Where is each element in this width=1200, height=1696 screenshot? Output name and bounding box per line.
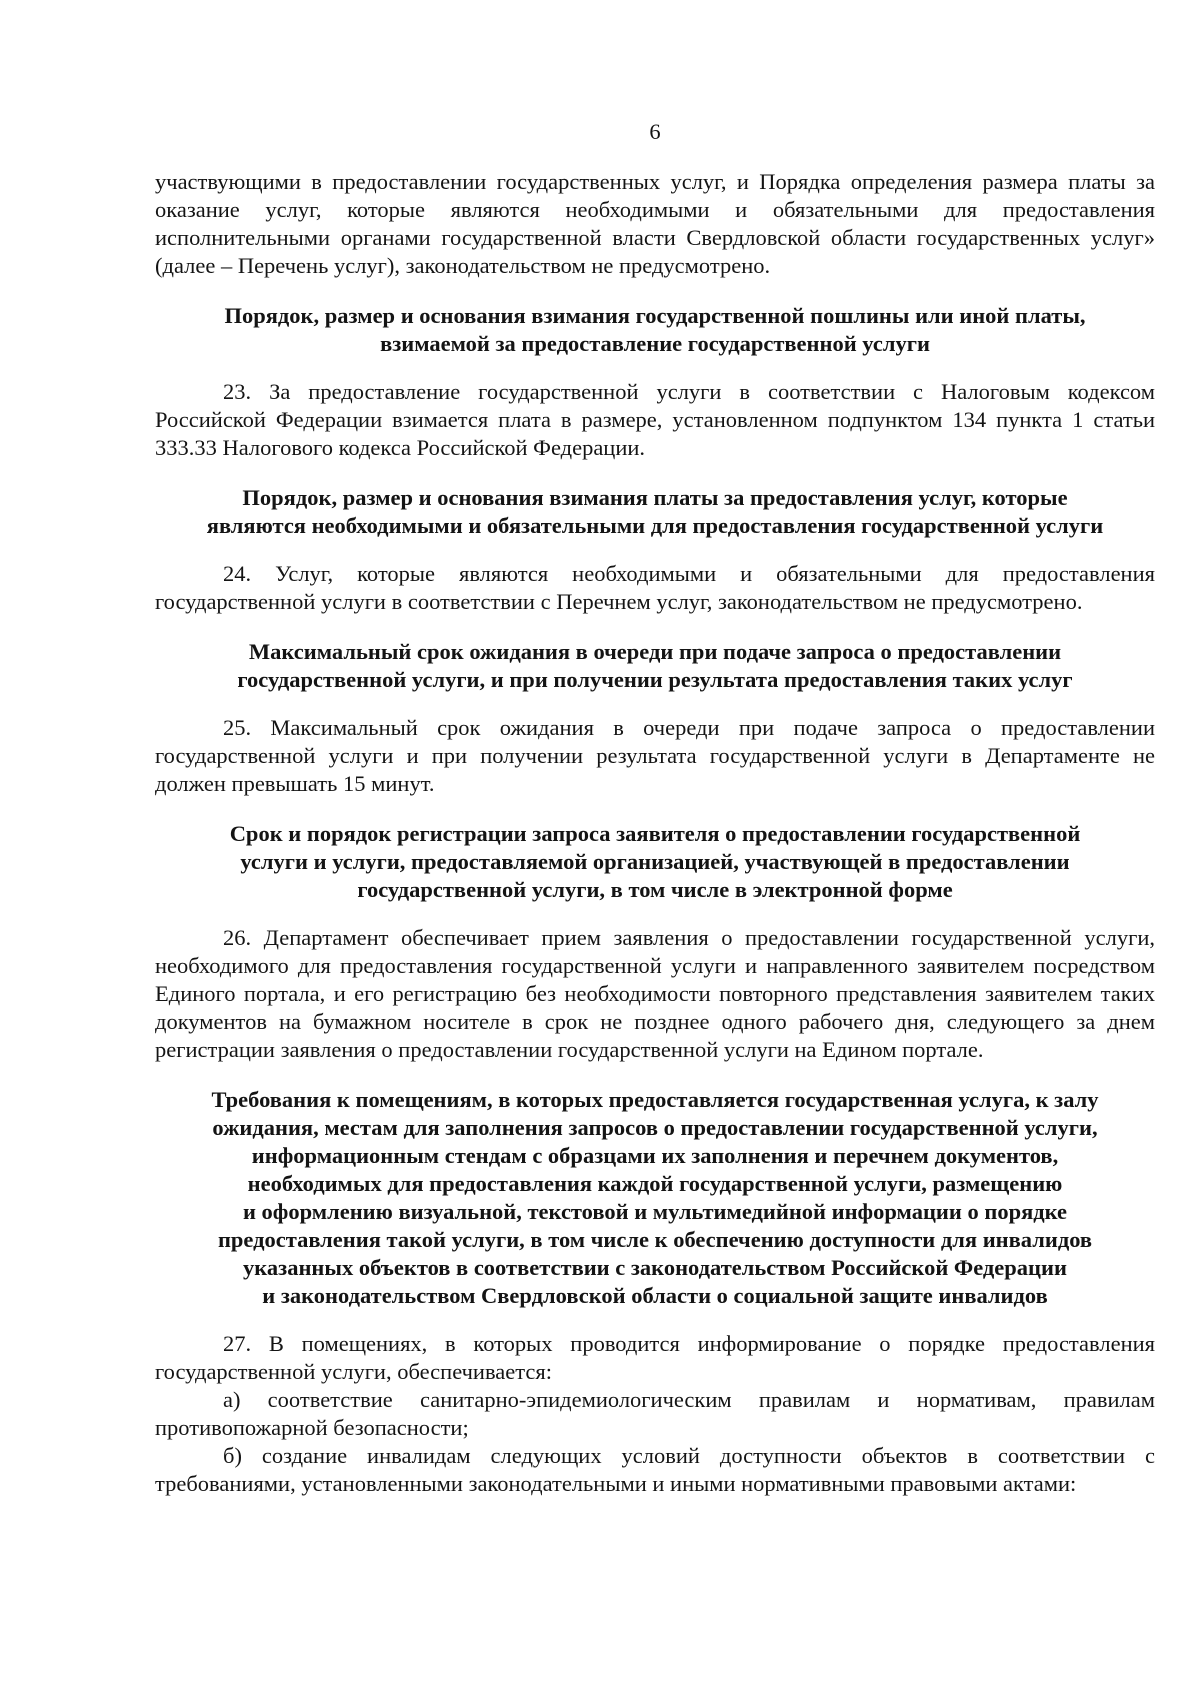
section-heading-queue <box>155 638 1155 694</box>
heading-line: Требования к помещениям, в которых предоставляется государственная услуга, к залу <box>211 1087 1099 1112</box>
heading-line: государственной услуги, и при получении результата предоставления таких услуг <box>237 667 1073 692</box>
document-page <box>155 118 1155 1498</box>
heading-line: Порядок, размер и основания взимания платы за предоставления услуг, которые <box>242 485 1068 510</box>
paragraph-24: 24. Услуг, которые являются необходимыми и обязательными для предоставления государственной услуги в соответствии с Перечнем услуг, законодательством не предусмотрено. <box>155 561 1155 614</box>
heading-line: предоставления такой услуги, в том числе к обеспечению доступности для инвалидов <box>217 1227 1093 1252</box>
heading-line: услуги и услуги, предоставляемой организацией, участвующей в предоставлении <box>240 849 1070 874</box>
heading-line: Максимальный срок ожидания в очереди при подаче запроса о предоставлении <box>248 639 1062 664</box>
heading-line: Срок и порядок регистрации запроса заявителя о предоставлении государственной <box>229 821 1081 846</box>
paragraph-23: 23. За предоставление государственной услуги в соответствии с Налоговым кодексом Российской Федерации взимается плата в размере, установленном подпунктом 134 пункта 1 статьи 333.33 Налогового кодекса Российской Федерации. <box>155 379 1155 460</box>
heading-line: информационным стендам с образцами их заполнения и перечнем документов, <box>251 1143 1059 1168</box>
heading-line: необходимых для предоставления каждой государственной услуги, размещению <box>247 1171 1063 1196</box>
paragraph-25: 25. Максимальный срок ожидания в очереди при подаче запроса о предоставлении государственной услуги и при получении результата государственной услуги в Департаменте не должен превышать 15 минут. <box>155 715 1155 796</box>
heading-line: взимаемой за предоставление государственной услуги <box>380 331 930 356</box>
paragraph-27a: а) соответствие санитарно-эпидемиологическим правилам и нормативам, правилам противопожарной безопасности; <box>155 1387 1155 1440</box>
heading-line: и законодательством Свердловской области о социальной защите инвалидов <box>262 1283 1048 1308</box>
section-heading-fee <box>155 302 1155 358</box>
section-heading-premises <box>155 1086 1155 1310</box>
heading-line: указанных объектов в соответствии с законодательством Российской Федерации <box>243 1255 1067 1280</box>
heading-line: являются необходимыми и обязательными для предоставления государственной услуги <box>206 513 1104 538</box>
paragraph-intro: участвующими в предоставлении государственных услуг, и Порядка определения размера платы за оказание услуг, которые являются необходимыми и обязательными для предоставления исполнительными органами государственной власти Свердловской области государственных услуг» (далее – Перечень услуг), законодательством не предусмотрено. <box>155 169 1155 278</box>
paragraph-26: 26. Департамент обеспечивает прием заявления о предоставлении государственной услуги, необходимого для предоставления государственной услуги и направленного заявителем посредством Единого портала, и его регистрацию без необходимости повторного представления заявителем таких документов на бумажном носителе в срок не позднее одного рабочего дня, следующего за днем регистрации заявления о предоставлении государственной услуги на Едином портале. <box>155 925 1155 1062</box>
section-heading-registration <box>155 820 1155 904</box>
page-number: 6 <box>649 119 661 144</box>
heading-line: государственной услуги, в том числе в электронной форме <box>357 877 953 902</box>
heading-line: и оформлению визуальной, текстовой и мультимедийной информации о порядке <box>242 1199 1068 1224</box>
paragraph-27: 27. В помещениях, в которых проводится информирование о порядке предоставления государственной услуги, обеспечивается: <box>155 1331 1155 1384</box>
section-heading-payment <box>155 484 1155 540</box>
heading-line: ожидания, местам для заполнения запросов о предоставлении государственной услуги, <box>212 1115 1098 1140</box>
heading-line: Порядок, размер и основания взимания государственной пошлины или иной платы, <box>224 303 1086 328</box>
paragraph-27b: б) создание инвалидам следующих условий доступности объектов в соответствии с требованиями, установленными законодательными и иными нормативными правовыми актами: <box>155 1443 1155 1496</box>
